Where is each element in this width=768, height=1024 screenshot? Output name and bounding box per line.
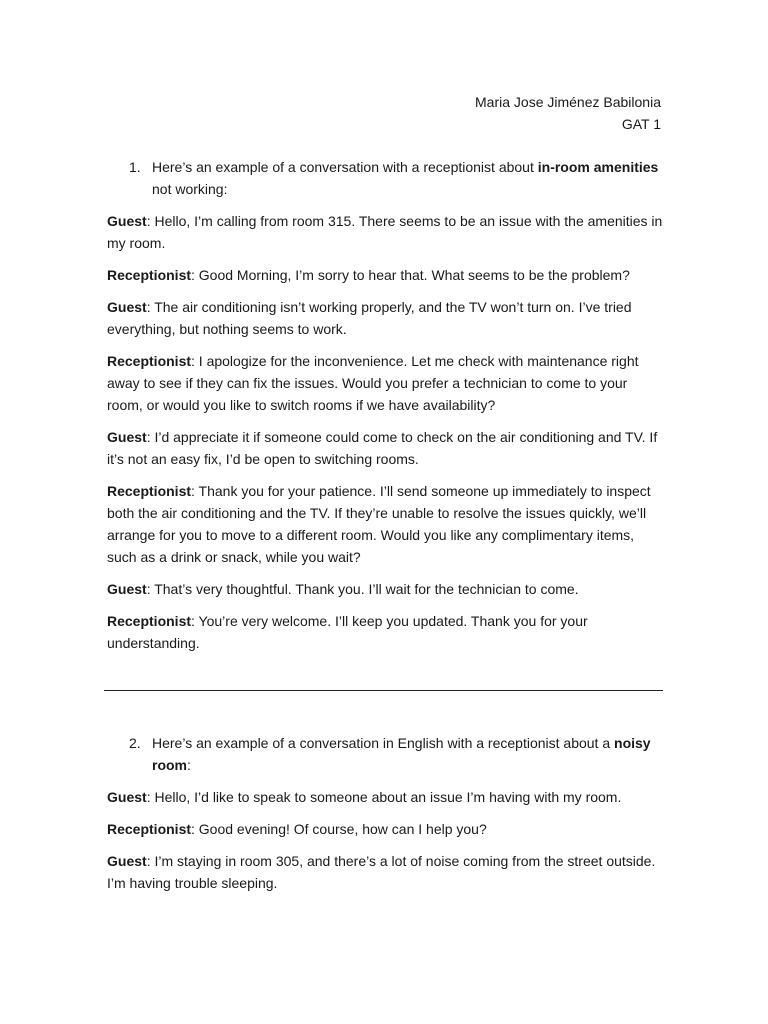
conversation-section-1 [107, 156, 663, 664]
speaker-name: Receptionist [107, 483, 192, 499]
speaker-name: Receptionist [107, 821, 192, 837]
dialogue-text: : The air conditioning isn’t working properly, and the TV won’t turn on. I’ve tried everything, but nothing seems to work. [107, 299, 632, 337]
dialogue-text: : Good Morning, I’m sorry to hear that. What seems to be the problem? [191, 267, 630, 283]
dialogue-line [107, 480, 663, 568]
section-divider [104, 690, 663, 691]
dialogue-line [107, 850, 663, 894]
list-number: 1. [129, 159, 141, 175]
section-1-intro [107, 156, 663, 200]
dialogue-text: : Thank you for your patience. I’ll send someone up immediately to inspect both the air conditioning and the TV. If they’re unable to resolve the issues quickly, we’ll arrange for you to move to a different room. Would you like any complimentary items, such as a drink or snack, while you wait? [107, 483, 651, 565]
speaker-name: Guest [107, 429, 147, 445]
author-name: Maria Jose Jiménez Babilonia [475, 94, 661, 110]
section-2-intro [107, 732, 663, 776]
group-label: GAT 1 [621, 116, 661, 132]
dialogue-line [107, 818, 663, 840]
dialogue-line [107, 210, 663, 254]
intro-text-end: : [187, 757, 191, 773]
intro-topic: in-room amenities [537, 159, 659, 175]
dialogue-text: : I’m staying in room 305, and there’s a lot of noise coming from the street outside. I’m having trouble sleeping. [107, 853, 656, 891]
dialogue-text: : Hello, I’m calling from room 315. There seems to be an issue with the amenities in my room. [107, 213, 663, 251]
speaker-name: Receptionist [107, 613, 192, 629]
dialogue-text: : Hello, I’d like to speak to someone about an issue I’m having with my room. [146, 789, 622, 805]
speaker-name: Receptionist [107, 267, 192, 283]
speaker-name: Guest [107, 299, 147, 315]
dialogue-text: : I apologize for the inconvenience. Let me check with maintenance right away to see if they can fix the issues. Would you prefer a technician to come to your room, or would you like to switch rooms if we have availability? [107, 353, 639, 413]
dialogue-text: : That’s very thoughtful. Thank you. I’ll wait for the technician to come. [146, 581, 579, 597]
dialogue-line [107, 426, 663, 470]
speaker-name: Guest [107, 581, 147, 597]
dialogue-text: : You’re very welcome. I’ll keep you updated. Thank you for your understanding. [107, 613, 588, 651]
dialogue-line [107, 296, 663, 340]
intro-text-end: not working: [152, 181, 228, 197]
dialogue-line [107, 264, 663, 286]
intro-text: Here’s an example of a conversation in English with a receptionist about a [152, 735, 615, 751]
intro-text: Here’s an example of a conversation with a receptionist about [152, 159, 538, 175]
dialogue-line [107, 786, 663, 808]
speaker-name: Receptionist [107, 353, 192, 369]
dialogue-line [107, 578, 663, 600]
intro-topic: noisy room [152, 735, 651, 773]
list-number: 2. [129, 735, 141, 751]
dialogue-line [107, 610, 663, 654]
dialogue-text: : Good evening! Of course, how can I help you? [191, 821, 487, 837]
speaker-name: Guest [107, 789, 147, 805]
dialogue-line [107, 350, 663, 416]
speaker-name: Guest [107, 213, 147, 229]
dialogue-text: : I’d appreciate it if someone could come to check on the air conditioning and TV. If it’s not an easy fix, I’d be open to switching rooms. [107, 429, 658, 467]
conversation-section-2 [107, 732, 663, 904]
speaker-name: Guest [107, 853, 147, 869]
document-header [475, 91, 661, 135]
